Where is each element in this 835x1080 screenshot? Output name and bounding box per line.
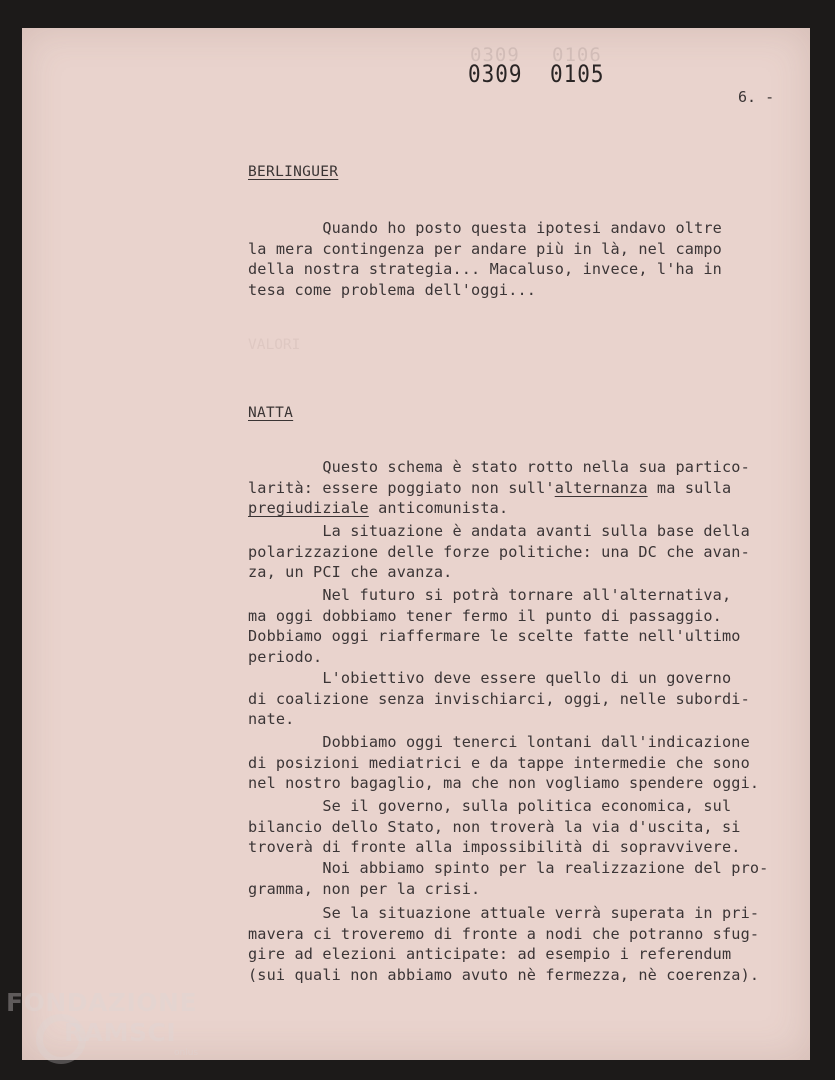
natta-paragraph-8: Se la situazione attuale verrà superata in pri- mavera ci troveremo di fronte a nodi che potranno sfug- gire ad elezioni anticipate: ad esempio i referendum (sui quali non abbiamo avuto nè fermezza, nè coerenza). (248, 904, 760, 984)
page-number: 6. - (738, 88, 775, 106)
bleed-through-heading: VALORI (248, 337, 301, 353)
stamp-ghost-left: 0309 (470, 44, 520, 66)
natta-paragraph-4: L'obiettivo deve essere quello di un governo di coalizione senza invischiarci, oggi, nelle subordi- nate. (248, 669, 750, 728)
logo-text-line1: FONDAZIONE (6, 988, 198, 1017)
archive-number-right: 0105 (550, 60, 605, 88)
underlined-word: pregiudiziale (248, 499, 369, 517)
natta-paragraph-6: Se il governo, sulla politica economica, sul bilancio dello Stato, non troverà la via d'uscita, si troverà di fronte alla impossibilità di sopravvivere. (248, 797, 741, 856)
natta-paragraph-5: Dobbiamo oggi tenerci lontani dall'indicazione di posizioni mediatrici e da tappe intermedie che sono nel nostro bagaglio, ma che non vogliamo spendere oggi. (248, 733, 760, 792)
natta-paragraph-1: Questo schema è stato rotto nella sua partico- larità: essere poggiato non sull'alternanza ma sulla pregiudiziale anticomunista. (248, 458, 750, 517)
logo-onlus: onlus (174, 1048, 199, 1058)
underlined-word: alternanza (554, 478, 648, 497)
logo-text-line2: RAMSCI (64, 1018, 177, 1047)
stamp-ghost-right: 0106 (552, 44, 602, 66)
natta-paragraph-2: La situazione è andata avanti sulla base della polarizzazione delle forze politiche: una DC che avan- za, un PCI che avanza. (248, 522, 750, 581)
archive-number-left: 0309 (468, 60, 523, 88)
berlinguer-paragraph: Quando ho posto questa ipotesi andavo oltre la mera contingenza per andare più in là, nel campo della nostra strategia... Macaluso, invece, l'ha in tesa come problema dell'oggi... (248, 219, 722, 299)
fondazione-gramsci-logo (6, 988, 206, 1078)
natta-paragraph-7: Noi abbiamo spinto per la realizzazione del pro- gramma, non per la crisi. (248, 859, 769, 898)
natta-paragraph-3: Nel futuro si potrà tornare all'alternativa, ma oggi dobbiamo tener fermo il punto di passaggio. Dobbiamo oggi riaffermare le scelte fatte nell'ultimo periodo. (248, 586, 741, 666)
speaker-heading-natta: NATTA (248, 405, 294, 421)
speaker-heading-berlinguer: BERLINGUER (248, 164, 339, 180)
